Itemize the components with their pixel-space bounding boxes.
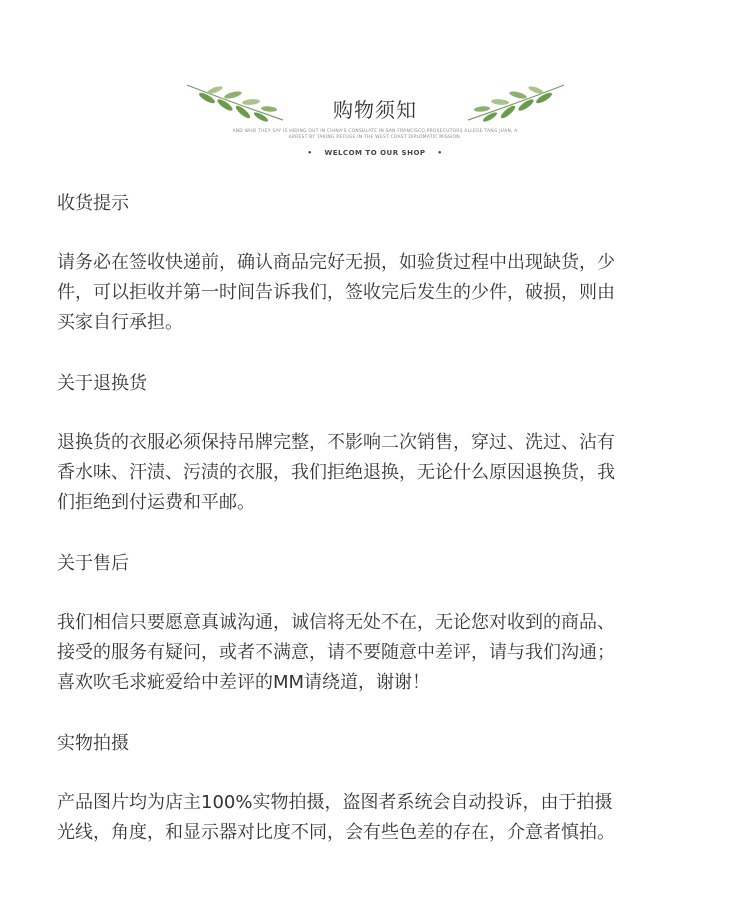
paragraph-line: 买家自行承担。 [57, 312, 183, 333]
section-heading: 收货提示 [57, 193, 129, 214]
welcome-line [0, 149, 750, 157]
paragraph-line: 香水味、汗渍、污渍的衣服，我们拒绝退换，无论什么原因退换货，我 [57, 462, 615, 483]
bullet-dot-icon: • [307, 149, 313, 157]
paragraph-line: 们拒绝到付运费和平邮。 [57, 492, 255, 513]
page-title: 购物须知 [333, 98, 417, 122]
section-photography [57, 728, 693, 848]
paragraph-line: 光线，角度，和显示器对比度不同，会有些色差的存在，介意者慎拍。 [57, 822, 615, 843]
section-paragraph [57, 608, 693, 698]
section-receiving [57, 188, 693, 338]
section-paragraph [57, 788, 693, 848]
paragraph-line: 退换货的衣服必须保持吊牌完整，不影响二次销售，穿过、洗过、沾有 [57, 432, 615, 453]
paragraph-line: 产品图片均为店主100%实物拍摄，盗图者系统会自动投诉，由于拍摄 [57, 792, 613, 813]
section-after-sales [57, 548, 693, 698]
paragraph-line: 件，可以拒收并第一时间告诉我们，签收完后发生的少件，破损，则由 [57, 282, 615, 303]
paragraph-line: 喜欢吹毛求疵爱给中差评的MM请绕道，谢谢！ [57, 672, 431, 693]
header-banner [0, 0, 750, 170]
tagline [0, 129, 750, 141]
bullet-dot-icon: • [437, 149, 443, 157]
welcome-text: WELCOM TO OUR SHOP [324, 149, 426, 157]
notice-content [57, 188, 693, 878]
paragraph-line: 接受的服务有疑问，或者不满意，请不要随意中差评，请与我们沟通； [57, 642, 615, 663]
section-paragraph [57, 248, 693, 338]
section-heading: 关于售后 [57, 553, 129, 574]
section-returns [57, 368, 693, 518]
tagline-line-1: AND WHO THEY SAY IS HIDING OUT IN CHINA'S CONSULATE IN SAN FRANCISCO,PROSECUTORS ALLEGE TANG JUAN, A [232, 129, 518, 134]
paragraph-line: 请务必在签收快递前，确认商品完好无损，如验货过程中出现缺货，少 [57, 252, 615, 273]
section-paragraph [57, 428, 693, 518]
tagline-line-2: ARREST BY TAKING REFUGE IN THE WEST COAST DIPLOMATIC MISSION. [288, 135, 462, 140]
section-heading: 关于退换货 [57, 373, 147, 394]
section-heading: 实物拍摄 [57, 733, 129, 754]
paragraph-line: 我们相信只要愿意真诚沟通，诚信将无处不在，无论您对收到的商品、 [57, 612, 615, 633]
